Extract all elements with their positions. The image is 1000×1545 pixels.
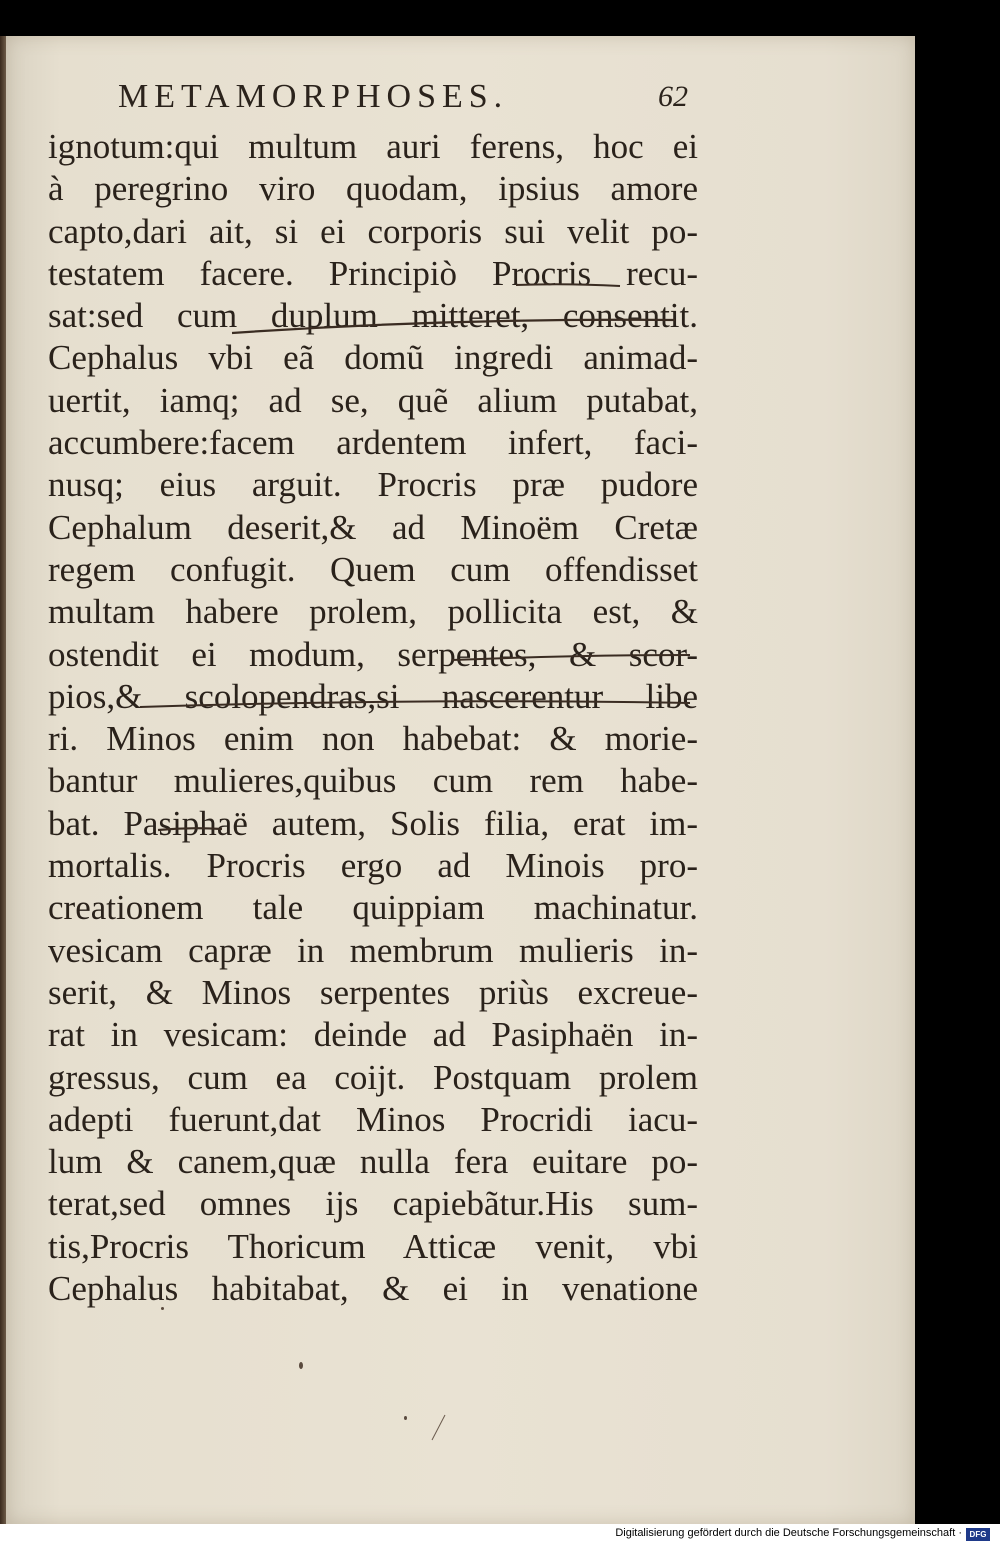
page-header xyxy=(118,78,688,118)
text-line: vesicam capræ in membrum mulieris in- xyxy=(48,930,698,970)
text-line: creationem tale quippiam machinatur. xyxy=(48,888,698,928)
text-line: regem confugit. Quem cum offendisset xyxy=(48,549,698,589)
text-line: serit, & Minos serpentes priùs excreue- xyxy=(48,972,698,1012)
text-line: bantur mulieres,quibus cum rem habe- xyxy=(48,761,698,801)
text-line: à peregrino viro quodam, ipsius amore xyxy=(48,169,698,209)
text-line: Cephalus habitabat, & ei in venatione xyxy=(48,1269,698,1309)
text-line: ignotum:qui multum auri ferens, hoc ei xyxy=(48,127,698,166)
text-line: terat,sed omnes ijs capiebãtur.His sum- xyxy=(48,1184,698,1224)
running-title: METAMORPHOSES. xyxy=(118,78,509,115)
text-line: adepti fuerunt,dat Minos Procridi iacu- xyxy=(48,1099,698,1139)
text-line: pios,& scolopendras,si nascerentur libe xyxy=(48,676,698,716)
body-text xyxy=(48,126,698,1310)
text-line: lum & canem,quæ nulla fera euitare po- xyxy=(48,1142,698,1182)
text-line: capto,dari ait, si ei corporis sui velit po- xyxy=(48,211,698,251)
paper-speck xyxy=(299,1362,303,1369)
text-line: nusq; eius arguit. Procris præ pudore xyxy=(48,465,698,505)
text-line: sat:sed cum duplum mitteret, consentit. xyxy=(48,296,698,336)
text-line: Cephalum deserit,& ad Minoëm Cretæ xyxy=(48,507,698,547)
text-line: uertit, iamq; ad se, quẽ alium putabat, xyxy=(48,380,698,420)
funding-credit: Digitalisierung gefördert durch die Deutsche Forschungsgemeinschaft · xyxy=(615,1527,962,1539)
dfg-logo-icon: DFG xyxy=(966,1528,990,1541)
digitization-footer xyxy=(0,1524,1000,1545)
text-line: testatem facere. Principiò Procris recu- xyxy=(48,253,698,293)
text-line: ostendit ei modum, serpentes, & scor- xyxy=(48,634,698,674)
text-line: tis,Procris Thoricum Atticæ venit, vbi xyxy=(48,1226,698,1266)
text-line: multam habere prolem, pollicita est, & xyxy=(48,592,698,632)
text-line: Cephalus vbi eã domũ ingredi animad- xyxy=(48,338,698,378)
text-line: bat. Pasiphaë autem, Solis filia, erat im- xyxy=(48,803,698,843)
text-line: accumbere:facem ardentem infert, faci- xyxy=(48,423,698,463)
text-line: rat in vesicam: deinde ad Pasiphaën in- xyxy=(48,1015,698,1055)
folio-number: 62 xyxy=(658,80,688,113)
text-line: mortalis. Procris ergo ad Minois pro- xyxy=(48,846,698,886)
text-line: ri. Minos enim non habebat: & morie- xyxy=(48,719,698,759)
paper-speck xyxy=(404,1416,407,1420)
text-line: gressus, cum ea coijt. Postquam prolem xyxy=(48,1057,698,1097)
